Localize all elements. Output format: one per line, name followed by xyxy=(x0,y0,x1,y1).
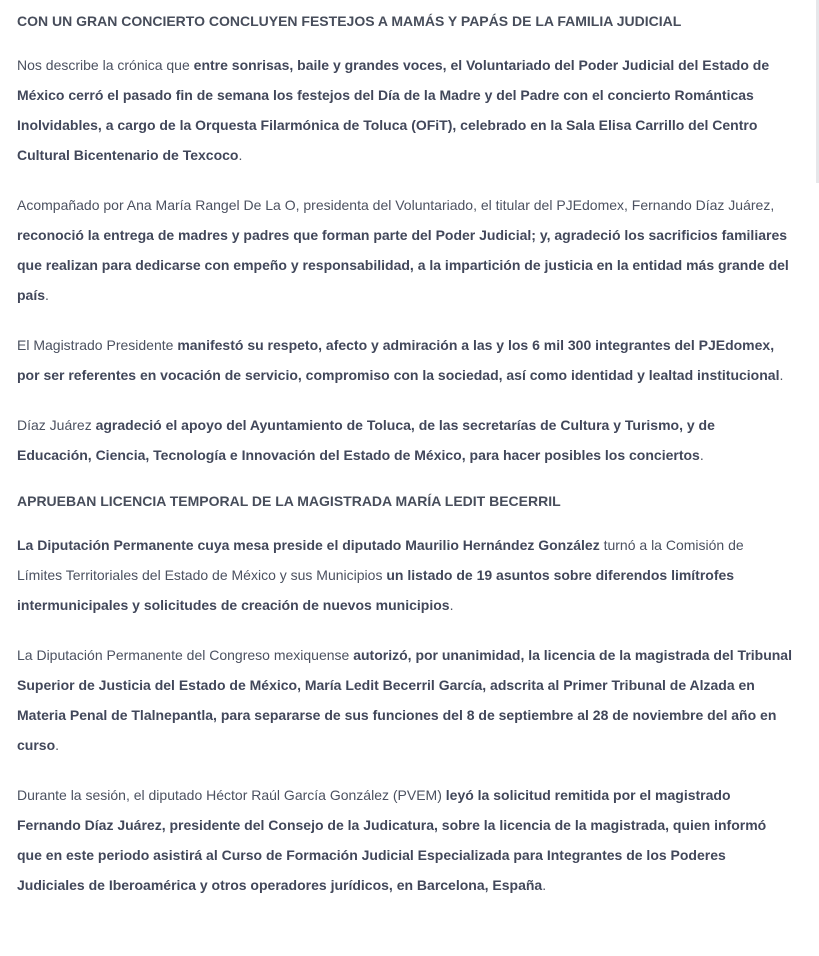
text-segment: Nos describe la crónica que xyxy=(17,57,194,73)
text-segment: . xyxy=(238,147,243,163)
text-segment: . xyxy=(779,367,784,383)
paragraph-magistrado-presidente xyxy=(17,330,792,390)
paragraph-cronica xyxy=(17,50,792,170)
text-segment: Durante la sesión, el diputado Héctor Raúl García González (PVEM) xyxy=(17,787,446,803)
text-segment: . xyxy=(449,597,454,613)
text-segment: Díaz Juárez xyxy=(17,417,96,433)
section-heading-concierto: CON UN GRAN CONCIERTO CONCLUYEN FESTEJOS A MAMÁS Y PAPÁS DE LA FAMILIA JUDICIAL xyxy=(17,13,682,29)
text-segment: El Magistrado Presidente xyxy=(17,337,178,353)
paragraph-durante-sesion xyxy=(17,780,792,900)
text-segment-bold: un listado de 19 asuntos sobre diferendos limítrofes intermunicipales y solicitudes de creación de nuevos municipios xyxy=(17,567,735,613)
text-segment: turnó a la Comisión de Límites Territoriales del Estado de México y sus Municipios xyxy=(17,537,744,583)
text-segment-bold: manifestó su respeto, afecto y admiración a las y los 6 mil 300 integrantes del PJEdomex, por ser referentes en vocación de servicio, compromiso con la sociedad, así como identidad y lealtad institucional xyxy=(17,337,780,383)
text-segment: . xyxy=(542,877,547,893)
paragraph-diputacion-autorizo xyxy=(17,640,792,760)
text-segment-bold: agradeció el apoyo del Ayuntamiento de Toluca, de las secretarías de Cultura y Turismo, y de Educación, Ciencia, Tecnología e Innovación del Estado de México, para hacer posibles los conciertos xyxy=(17,417,715,463)
text-segment: . xyxy=(699,447,704,463)
paragraph-acompanado xyxy=(17,190,792,310)
text-segment-bold: reconoció la entrega de madres y padres que forman parte del Poder Judicial; y, agradeció los sacrificios familiares que realizan para dedicarse con empeño y responsabilidad, a la impartición de justicia en la entidad más grande del país xyxy=(17,227,789,303)
section-heading-licencia: APRUEBAN LICENCIA TEMPORAL DE LA MAGISTRADA MARÍA LEDIT BECERRIL xyxy=(17,493,561,509)
text-segment-bold: leyó la solicitud remitida por el magistrado Fernando Díaz Juárez, presidente del Consejo de la Judicatura, sobre la licencia de la magistrada, quien informó que en este periodo asistirá al Curso de Formación Judicial Especializada para Integrantes de los Poderes Judiciales de Iberoamérica y otros operadores jurídicos, en Barcelona, España xyxy=(17,787,767,893)
text-segment-bold: La Diputación Permanente cuya mesa preside el diputado Maurilio Hernández González xyxy=(17,537,600,553)
text-segment: La Diputación Permanente del Congreso mexiquense xyxy=(17,647,354,663)
text-segment-bold: entre sonrisas, baile y grandes voces, el Voluntariado del Poder Judicial del Estado de México cerró el pasado fin de semana los festejos del Día de la Madre y del Padre con el concierto Románticas Inolvidables, a cargo de la Orquesta Filarmónica de Toluca (OFiT), celebrado en la Sala Elisa Carrillo del Centro Cultural Bicentenario de Texcoco xyxy=(17,57,770,163)
text-segment-bold: autorizó, por unanimidad, la licencia de la magistrada del Tribunal Superior de Justicia del Estado de México, María Ledit Becerril García, adscrita al Primer Tribunal de Alzada en Materia Penal de Tlalnepantla, para separarse de sus funciones del 8 de septiembre al 28 de noviembre del año en curso xyxy=(17,647,792,753)
paragraph-diputacion-turno xyxy=(17,530,792,620)
text-segment: . xyxy=(45,287,49,303)
text-segment: Acompañado por Ana María Rangel De La O, presidenta del Voluntariado, el titular del PJEdomex, Fernando Díaz Juárez, xyxy=(17,197,775,213)
paragraph-diaz-juarez xyxy=(17,410,792,470)
text-segment: . xyxy=(55,737,60,753)
news-article xyxy=(17,10,792,900)
